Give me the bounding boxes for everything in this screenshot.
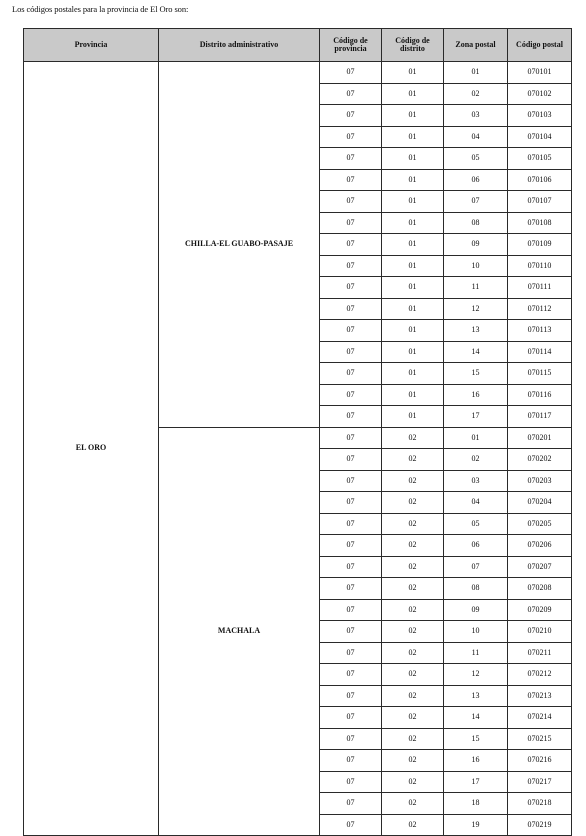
codigo-distrito-cell: 02 [382,664,444,686]
codigo-distrito-cell: 02 [382,535,444,557]
zona-postal-cell: 10 [444,255,508,277]
codigo-distrito-cell: 02 [382,642,444,664]
codigo-postal-cell: 070103 [508,105,572,127]
codigo-distrito-cell: 01 [382,298,444,320]
codigo-postal-cell: 070111 [508,277,572,299]
codigo-provincia-cell: 07 [320,771,382,793]
codigo-provincia-cell: 07 [320,169,382,191]
zona-postal-cell: 12 [444,298,508,320]
zona-postal-cell: 11 [444,642,508,664]
codigo-distrito-cell: 02 [382,707,444,729]
zona-postal-cell: 09 [444,234,508,256]
codigo-postal-cell: 070218 [508,793,572,815]
codigo-postal-cell: 070117 [508,406,572,428]
codigo-distrito-cell: 01 [382,341,444,363]
codigo-postal-cell: 070201 [508,427,572,449]
codigo-provincia-cell: 07 [320,535,382,557]
codigo-distrito-cell: 02 [382,449,444,471]
codigo-provincia-cell: 07 [320,83,382,105]
codigo-provincia-cell: 07 [320,62,382,84]
codigo-distrito-cell: 02 [382,556,444,578]
codigo-distrito-cell: 01 [382,384,444,406]
codigo-distrito-cell: 01 [382,126,444,148]
province-name: EL ORO [75,443,107,453]
codigo-postal-cell: 070217 [508,771,572,793]
zona-postal-cell: 09 [444,599,508,621]
codigo-distrito-cell: 01 [382,363,444,385]
codigo-distrito-cell: 01 [382,234,444,256]
codigo-postal-cell: 070108 [508,212,572,234]
codigo-provincia-cell: 07 [320,793,382,815]
codigo-provincia-cell: 07 [320,406,382,428]
codigo-postal-cell: 070114 [508,341,572,363]
codigo-postal-cell: 070204 [508,492,572,514]
zona-postal-cell: 17 [444,406,508,428]
zona-postal-cell: 05 [444,513,508,535]
zona-postal-cell: 11 [444,277,508,299]
codigo-provincia-cell: 07 [320,664,382,686]
zona-postal-cell: 15 [444,363,508,385]
codigo-provincia-cell: 07 [320,642,382,664]
codigo-distrito-cell: 01 [382,406,444,428]
codigo-provincia-cell: 07 [320,556,382,578]
codigo-distrito-cell: 02 [382,578,444,600]
codigo-provincia-cell: 07 [320,277,382,299]
codigo-provincia-cell: 07 [320,750,382,772]
codigo-postal-cell: 070216 [508,750,572,772]
zona-postal-cell: 01 [444,62,508,84]
codigo-provincia-cell: 07 [320,148,382,170]
codigo-provincia-cell: 07 [320,707,382,729]
codigo-provincia-cell: 07 [320,212,382,234]
header-zona-postal: Zona postal [444,29,508,62]
zona-postal-cell: 16 [444,384,508,406]
codigo-postal-cell: 070210 [508,621,572,643]
codigo-provincia-cell: 07 [320,191,382,213]
codigo-provincia-cell: 07 [320,126,382,148]
zona-postal-cell: 10 [444,621,508,643]
zona-postal-cell: 12 [444,664,508,686]
zona-postal-cell: 15 [444,728,508,750]
codigo-provincia-cell: 07 [320,728,382,750]
codigo-provincia-cell: 07 [320,470,382,492]
codigo-distrito-cell: 01 [382,277,444,299]
zona-postal-cell: 08 [444,212,508,234]
codigo-postal-cell: 070101 [508,62,572,84]
codigo-provincia-cell: 07 [320,513,382,535]
district-cell [159,427,320,836]
codigo-distrito-cell: 02 [382,427,444,449]
codigo-provincia-cell: 07 [320,255,382,277]
district-cell [159,62,320,428]
zona-postal-cell: 04 [444,126,508,148]
codigo-distrito-cell: 01 [382,212,444,234]
zona-postal-cell: 19 [444,814,508,836]
codigo-distrito-cell: 02 [382,599,444,621]
zona-postal-cell: 02 [444,83,508,105]
zona-postal-cell: 06 [444,535,508,557]
zona-postal-cell: 14 [444,707,508,729]
zona-postal-cell: 05 [444,148,508,170]
zona-postal-cell: 14 [444,341,508,363]
codigo-postal-cell: 070219 [508,814,572,836]
zona-postal-cell: 03 [444,105,508,127]
codigo-provincia-cell: 07 [320,363,382,385]
codigo-distrito-cell: 02 [382,621,444,643]
codigo-distrito-cell: 02 [382,513,444,535]
codigo-distrito-cell: 01 [382,191,444,213]
codigo-postal-cell: 070112 [508,298,572,320]
codigo-postal-cell: 070211 [508,642,572,664]
codigo-postal-cell: 070105 [508,148,572,170]
codigo-provincia-cell: 07 [320,105,382,127]
codigo-provincia-cell: 07 [320,384,382,406]
header-codigo-distrito: Código de distrito [382,29,444,62]
codigo-provincia-cell: 07 [320,599,382,621]
header-codigo-provincia: Código de provincia [320,29,382,62]
codigo-provincia-cell: 07 [320,621,382,643]
codigo-distrito-cell: 02 [382,492,444,514]
codigo-postal-cell: 070205 [508,513,572,535]
codigo-provincia-cell: 07 [320,492,382,514]
table-header-row [24,29,572,62]
codigo-postal-cell: 070115 [508,363,572,385]
codigo-provincia-cell: 07 [320,320,382,342]
zona-postal-cell: 06 [444,169,508,191]
codigo-distrito-cell: 02 [382,793,444,815]
table-body [24,62,572,836]
header-codigo-postal: Código postal [508,29,572,62]
codigo-postal-cell: 070107 [508,191,572,213]
codigo-provincia-cell: 07 [320,449,382,471]
district-name: CHILLA-EL GUABO-PASAJE [184,239,294,249]
zona-postal-cell: 07 [444,556,508,578]
codigo-provincia-cell: 07 [320,578,382,600]
codigo-distrito-cell: 01 [382,320,444,342]
codigo-postal-cell: 070113 [508,320,572,342]
district-name: MACHALA [217,626,261,636]
codigo-distrito-cell: 02 [382,750,444,772]
codigo-distrito-cell: 02 [382,685,444,707]
codigo-distrito-cell: 01 [382,83,444,105]
codigo-postal-cell: 070106 [508,169,572,191]
codigo-postal-cell: 070109 [508,234,572,256]
codigo-postal-cell: 070215 [508,728,572,750]
codigo-distrito-cell: 02 [382,771,444,793]
codigo-distrito-cell: 01 [382,105,444,127]
codigo-postal-cell: 070202 [508,449,572,471]
codigo-postal-cell: 070102 [508,83,572,105]
zona-postal-cell: 08 [444,578,508,600]
codigo-postal-cell: 070207 [508,556,572,578]
codigo-postal-cell: 070206 [508,535,572,557]
zona-postal-cell: 02 [444,449,508,471]
codigo-provincia-cell: 07 [320,341,382,363]
codigo-distrito-cell: 02 [382,470,444,492]
intro-text: Los códigos postales para la provincia de El Oro son: [12,4,189,14]
province-cell [24,62,159,836]
header-provincia: Provincia [24,29,159,62]
codigo-provincia-cell: 07 [320,814,382,836]
codigo-postal-cell: 070212 [508,664,572,686]
codigo-distrito-cell: 01 [382,169,444,191]
codigo-distrito-cell: 01 [382,255,444,277]
codigo-postal-cell: 070110 [508,255,572,277]
codigo-postal-cell: 070214 [508,707,572,729]
codigo-postal-cell: 070209 [508,599,572,621]
codigo-postal-cell: 070104 [508,126,572,148]
table-row [24,62,572,84]
zona-postal-cell: 13 [444,320,508,342]
codigo-provincia-cell: 07 [320,427,382,449]
codigo-postal-cell: 070203 [508,470,572,492]
zona-postal-cell: 07 [444,191,508,213]
zona-postal-cell: 13 [444,685,508,707]
codigo-provincia-cell: 07 [320,234,382,256]
postal-codes-table [23,28,572,836]
zona-postal-cell: 18 [444,793,508,815]
codigo-postal-cell: 070116 [508,384,572,406]
codigo-provincia-cell: 07 [320,298,382,320]
codigo-distrito-cell: 01 [382,148,444,170]
codigo-provincia-cell: 07 [320,685,382,707]
codigo-distrito-cell: 02 [382,814,444,836]
codigo-distrito-cell: 01 [382,62,444,84]
codigo-postal-cell: 070213 [508,685,572,707]
zona-postal-cell: 16 [444,750,508,772]
codigo-distrito-cell: 02 [382,728,444,750]
zona-postal-cell: 17 [444,771,508,793]
zona-postal-cell: 03 [444,470,508,492]
codigo-postal-cell: 070208 [508,578,572,600]
zona-postal-cell: 01 [444,427,508,449]
header-distrito: Distrito administrativo [159,29,320,62]
zona-postal-cell: 04 [444,492,508,514]
